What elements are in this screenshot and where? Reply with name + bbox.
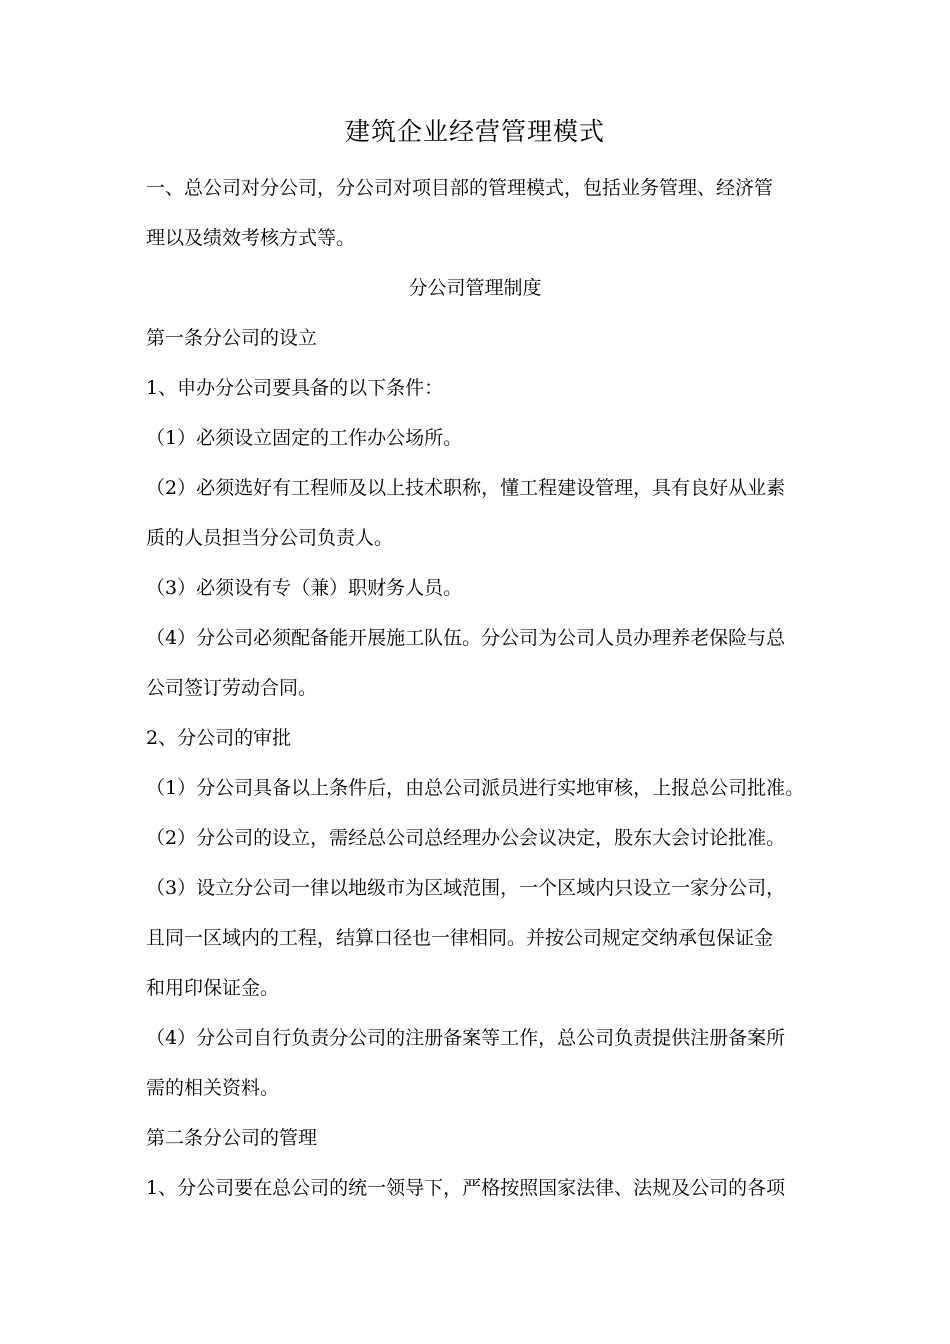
paragraph-line: 一、总公司对分公司，分公司对项目部的管理模式，包括业务管理、经济管 — [146, 177, 774, 199]
list-item: （4）分公司自行负责分公司的注册备案等工作，总公司负责提供注册备案所 — [146, 1027, 786, 1049]
paragraph-line: 公司签订劳动合同。 — [146, 677, 318, 699]
article-heading: 第二条分公司的管理 — [146, 1127, 318, 1149]
section-heading: 分公司管理制度 — [408, 277, 542, 299]
article-heading: 第一条分公司的设立 — [146, 327, 318, 349]
list-item: 1、申办分公司要具备的以下条件： — [146, 377, 444, 399]
document-title: 建筑企业经营管理模式 — [344, 117, 605, 146]
list-item: （4）分公司必须配备能开展施工队伍。分公司为公司人员办理养老保险与总 — [146, 627, 786, 649]
paragraph-line: 理以及绩效考核方式等。 — [146, 227, 356, 249]
paragraph-line: 且同一区域内的工程，结算口径也一律相同。并按公司规定交纳承包保证金 — [146, 927, 774, 949]
list-item: （3）必须设有专（兼）职财务人员。 — [146, 577, 463, 599]
list-item: （2）必须选好有工程师及以上技术职称，懂工程建设管理，具有良好从业素 — [146, 477, 786, 499]
list-item: 2、分公司的审批 — [146, 727, 292, 749]
paragraph-line: 和用印保证金。 — [146, 977, 280, 999]
paragraph-line: 质的人员担当分公司负责人。 — [146, 527, 394, 549]
list-item: （2）分公司的设立，需经总公司总经理办公会议决定，股东大会讨论批准。 — [146, 827, 786, 849]
list-item: （3）设立分公司一律以地级市为区域范围，一个区域内只设立一家分公司， — [146, 877, 786, 899]
paragraph-line: 需的相关资料。 — [146, 1077, 280, 1099]
list-item: 1、分公司要在总公司的统一领导下，严格按照国家法律、法规及公司的各项 — [146, 1177, 786, 1199]
list-item: （1）分公司具备以上条件后，由总公司派员进行实地审核，上报总公司批准。 — [146, 777, 805, 799]
list-item: （1）必须设立固定的工作办公场所。 — [146, 427, 463, 449]
